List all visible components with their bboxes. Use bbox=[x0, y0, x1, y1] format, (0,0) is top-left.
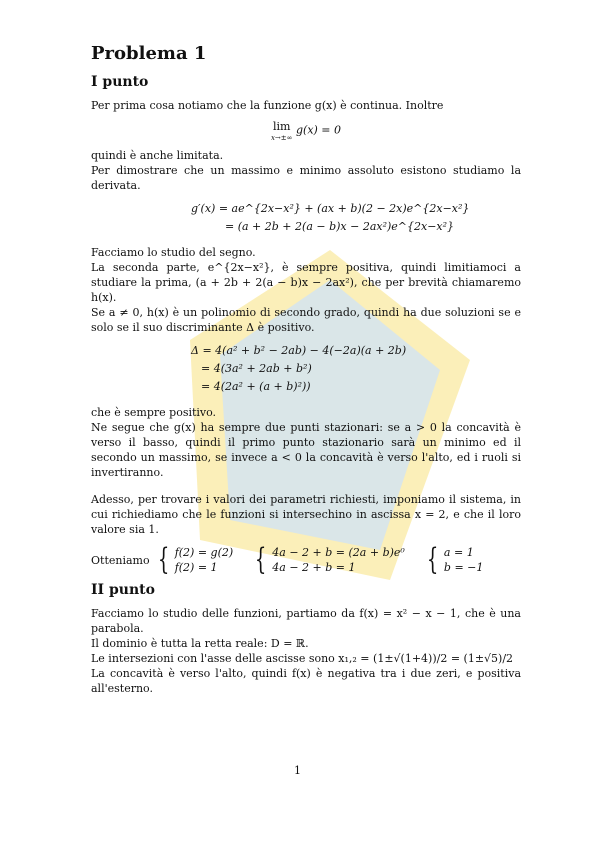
limit-subscript: x→±∞ bbox=[270, 134, 293, 142]
brace-icon: { bbox=[426, 542, 439, 577]
paragraph: Per prima cosa notiamo che la funzione g(x) è continua. Inoltre bbox=[91, 99, 444, 112]
paragraph: Facciamo lo studio del segno. bbox=[91, 246, 256, 259]
discriminant-equation bbox=[191, 343, 521, 397]
paragraph: Se a ≠ 0, h(x) è un polinomio di secondo grado, quindi ha due soluzioni se e solo se il suo discriminante Δ è positivo. bbox=[91, 306, 521, 334]
brace-icon: { bbox=[157, 542, 169, 577]
equation-line: = (a + 2b + 2(a − b)x − 2ax²)e^{2x−x²} bbox=[225, 220, 455, 233]
system-2: { 4a − 2 + b = (2a + b)e⁰ 4a − 2 + b = 1 bbox=[255, 542, 405, 577]
page-title: Problema 1 bbox=[91, 43, 207, 64]
paragraph: quindi è anche limitata. bbox=[91, 149, 224, 162]
paragraph: Il dominio è tutta la retta reale: D = ℝ. bbox=[91, 637, 309, 650]
derivative-equation bbox=[191, 201, 521, 237]
page-number: 1 bbox=[294, 764, 301, 777]
otteniamo-label: Otteniamo bbox=[91, 553, 150, 567]
system-equations bbox=[91, 542, 521, 577]
document-page bbox=[91, 40, 521, 696]
system-3: { a = 1 b = −1 bbox=[426, 542, 484, 577]
equation-line: = 4(2a² + (a + b)²)) bbox=[201, 380, 311, 393]
system-1: { f(2) = g(2) f(2) = 1 bbox=[157, 542, 234, 577]
paragraph: Per dimostrare che un massimo e minimo assoluto esistono studiamo la derivata. bbox=[91, 164, 521, 192]
limit-operator: lim x→±∞ bbox=[270, 120, 293, 142]
limit-equation bbox=[91, 119, 521, 142]
brace-icon: { bbox=[255, 542, 267, 577]
paragraph: La seconda parte, e^{2x−x²}, è sempre positiva, quindi limitiamoci a studiare la prima, (a + 2b + 2(a − b)x − 2ax²), che per brevità chiamaremo h(x). bbox=[91, 261, 521, 304]
paragraph: La concavità è verso l'alto, quindi f(x) è negativa tra i due zeri, e positiva all'esterno. bbox=[91, 667, 521, 695]
section-heading-1: I punto bbox=[91, 74, 149, 90]
paragraph: Ne segue che g(x) ha sempre due punti stazionari: se a > 0 la concavità è verso il basso, quindi il primo punto stazionario sarà un minimo ed il secondo un massimo, se invece a < 0 la concavità è verso l'alto, ed i ruoli si invertiranno. bbox=[91, 421, 521, 479]
paragraph: Facciamo lo studio delle funzioni, partiamo da f(x) = x² − x − 1, che è una parabola. bbox=[91, 607, 521, 635]
equation-line: Δ = 4(a² + b² − 2ab) − 4(−2a)(a + 2b) bbox=[191, 344, 407, 357]
paragraph: Adesso, per trovare i valori dei parametri richiesti, imponiamo il sistema, in cui richiediamo che le funzioni si intersechino in ascissa x = 2, e che il loro valore sia 1. bbox=[91, 493, 521, 536]
equation-line: = 4(3a² + 2ab + b²) bbox=[201, 362, 312, 375]
paragraph: che è sempre positivo. bbox=[91, 406, 217, 419]
paragraph: Le intersezioni con l'asse delle ascisse sono x₁,₂ = (1±√(1+4))/2 = (1±√5)/2 bbox=[91, 652, 514, 665]
section-heading-2: II punto bbox=[91, 582, 155, 598]
limit-expression: g(x) = 0 bbox=[295, 123, 342, 137]
equation-line: g′(x) = ae^{2x−x²} + (ax + b)(2 − 2x)e^{2x−x²} bbox=[191, 202, 470, 215]
